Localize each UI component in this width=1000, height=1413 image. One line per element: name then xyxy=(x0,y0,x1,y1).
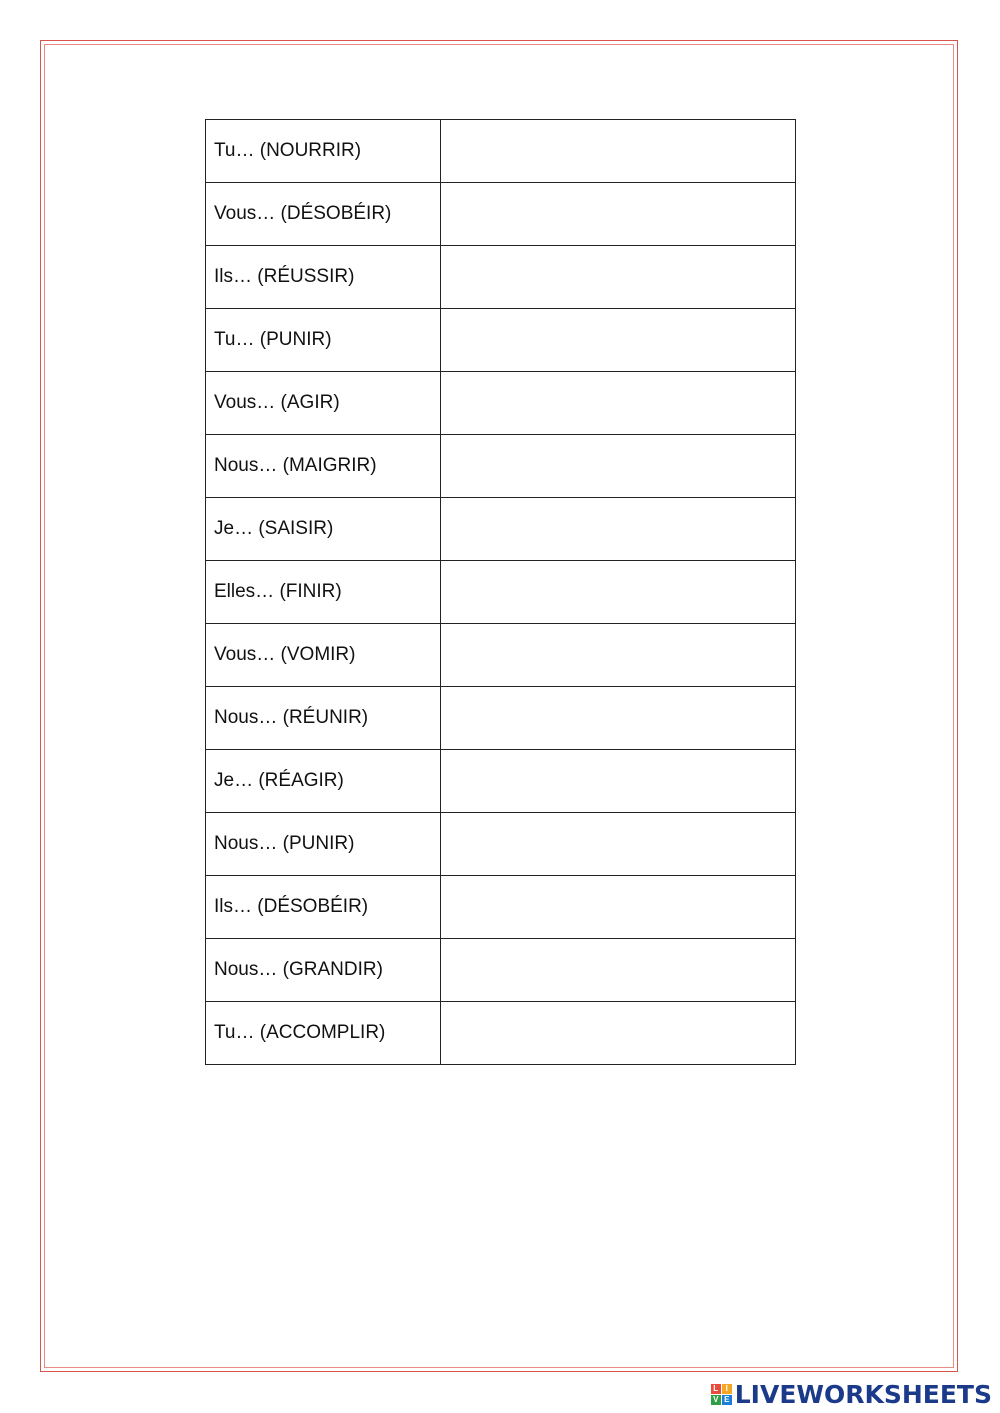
answer-input[interactable] xyxy=(441,687,795,749)
answer-cell xyxy=(441,246,796,309)
answer-cell xyxy=(441,372,796,435)
answer-cell xyxy=(441,120,796,183)
table-row xyxy=(206,246,796,309)
answer-input[interactable] xyxy=(441,1002,795,1064)
table-row xyxy=(206,939,796,1002)
answer-cell xyxy=(441,813,796,876)
prompt-cell: Tu… (ACCOMPLIR) xyxy=(206,1002,441,1065)
conjugation-table xyxy=(205,119,796,1065)
answer-cell xyxy=(441,435,796,498)
table-row xyxy=(206,498,796,561)
logo-square-l: L xyxy=(711,1384,721,1394)
answer-cell xyxy=(441,624,796,687)
prompt-cell: Elles… (FINIR) xyxy=(206,561,441,624)
answer-cell xyxy=(441,876,796,939)
table-row xyxy=(206,183,796,246)
prompt-cell: Tu… (PUNIR) xyxy=(206,309,441,372)
answer-input[interactable] xyxy=(441,561,795,623)
prompt-cell: Je… (SAISIR) xyxy=(206,498,441,561)
logo-square-i: I xyxy=(722,1384,732,1394)
table-row xyxy=(206,561,796,624)
prompt-cell: Nous… (GRANDIR) xyxy=(206,939,441,1002)
prompt-cell: Je… (RÉAGIR) xyxy=(206,750,441,813)
table-row xyxy=(206,1002,796,1065)
answer-input[interactable] xyxy=(441,939,795,1001)
answer-cell xyxy=(441,561,796,624)
table-row xyxy=(206,750,796,813)
prompt-cell: Tu… (NOURRIR) xyxy=(206,120,441,183)
answer-input[interactable] xyxy=(441,183,795,245)
prompt-cell: Vous… (AGIR) xyxy=(206,372,441,435)
table-row xyxy=(206,687,796,750)
prompt-cell: Nous… (RÉUNIR) xyxy=(206,687,441,750)
prompt-cell: Ils… (DÉSOBÉIR) xyxy=(206,876,441,939)
table-row xyxy=(206,876,796,939)
answer-cell xyxy=(441,687,796,750)
logo-square-v: V xyxy=(711,1395,721,1405)
table-row xyxy=(206,120,796,183)
answer-input[interactable] xyxy=(441,435,795,497)
answer-input[interactable] xyxy=(441,813,795,875)
prompt-cell: Vous… (DÉSOBÉIR) xyxy=(206,183,441,246)
answer-cell xyxy=(441,183,796,246)
answer-input[interactable] xyxy=(441,309,795,371)
answer-input[interactable] xyxy=(441,750,795,812)
prompt-cell: Vous… (VOMIR) xyxy=(206,624,441,687)
answer-input[interactable] xyxy=(441,246,795,308)
table-row xyxy=(206,624,796,687)
answer-input[interactable] xyxy=(441,372,795,434)
table-row xyxy=(206,309,796,372)
answer-cell xyxy=(441,1002,796,1065)
answer-cell xyxy=(441,498,796,561)
table-row xyxy=(206,435,796,498)
logo-text: LIVEWORKSHEETS xyxy=(734,1380,992,1409)
prompt-cell: Ils… (RÉUSSIR) xyxy=(206,246,441,309)
answer-input[interactable] xyxy=(441,624,795,686)
answer-cell xyxy=(441,939,796,1002)
answer-cell xyxy=(441,750,796,813)
answer-input[interactable] xyxy=(441,498,795,560)
prompt-cell: Nous… (MAIGRIR) xyxy=(206,435,441,498)
table-row xyxy=(206,813,796,876)
answer-input[interactable] xyxy=(441,120,795,182)
prompt-cell: Nous… (PUNIR) xyxy=(206,813,441,876)
answer-cell xyxy=(441,309,796,372)
table-row xyxy=(206,372,796,435)
logo-mark-icon xyxy=(711,1384,732,1405)
answer-input[interactable] xyxy=(441,876,795,938)
liveworksheets-logo xyxy=(711,1380,992,1409)
logo-square-e: E xyxy=(722,1395,732,1405)
